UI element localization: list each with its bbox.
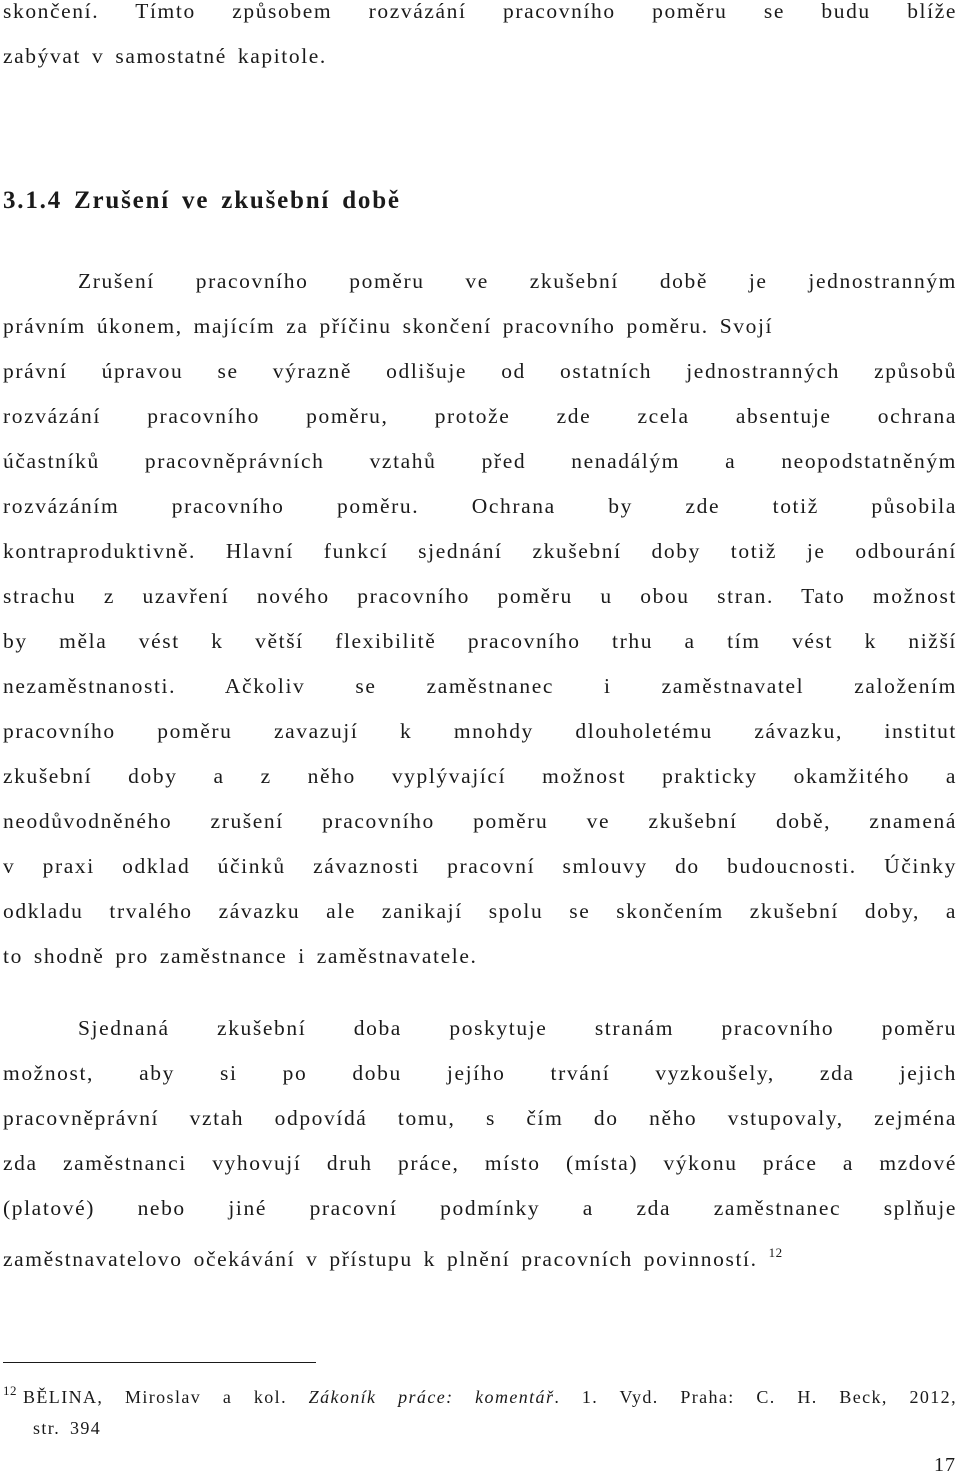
paragraph-line: (platové) nebo jiné pracovní podmínky a zda zaměstnanec splňuje	[3, 1196, 957, 1220]
paragraph-line: pracovního poměru zavazují k mnohdy dlouholetému závazku, institut	[3, 719, 957, 743]
paragraph-line: zkušební doby a z něho vyplývající možnost prakticky okamžitého a	[3, 764, 957, 788]
footnote-reference[interactable]: 12	[768, 1245, 783, 1260]
footnote-marker: 12	[3, 1383, 17, 1398]
paragraph-line: rozvázáním pracovního poměru. Ochrana by zde totiž působila	[3, 494, 957, 518]
paragraph-line-with-footnote-ref	[3, 1239, 957, 1273]
footnote-author: BĚLINA, Miroslav a kol.	[23, 1387, 287, 1407]
paragraph-line: by měla vést k větší flexibilitě pracovního trhu a tím vést k nižší	[3, 629, 957, 653]
footnote-rest: . 1. Vyd. Praha: C. H. Beck, 2012,	[554, 1387, 957, 1407]
paragraph-line: rozvázání pracovního poměru, protože zde zcela absentuje ochrana	[3, 404, 957, 428]
paragraph-line: kontraproduktivně. Hlavní funkcí sjednání zkušební doby totiž je odbourání	[3, 539, 957, 563]
paragraph-line: Zrušení pracovního poměru ve zkušební době je jednostranným	[78, 269, 957, 293]
footnote-separator	[3, 1362, 316, 1363]
paragraph-line: účastníků pracovněprávních vztahů před nenadálým a neopodstatněným	[3, 449, 957, 473]
paragraph-line-text: zaměstnavatelovo očekávání v přístupu k plnění pracovních povinností.	[3, 1247, 758, 1271]
paragraph-line: to shodně pro zaměstnance i zaměstnavatele.	[3, 944, 478, 968]
paragraph-line: neodůvodněného zrušení pracovního poměru ve zkušební době, znamená	[3, 809, 957, 833]
section-heading: 3.1.4 Zrušení ve zkušební době	[3, 187, 401, 214]
body-line: zabývat v samostatné kapitole.	[3, 44, 327, 68]
footnote-line-2: str. 394	[33, 1418, 102, 1438]
paragraph-line: zda zaměstnanci vyhovují druh práce, místo (místa) výkonu práce a mzdové	[3, 1151, 957, 1175]
body-line: skončení. Tímto způsobem rozvázání pracovního poměru se budu blíže	[3, 0, 957, 23]
paragraph-line: v praxi odklad účinků závaznosti pracovní smlouvy do budoucnosti. Účinky	[3, 854, 957, 878]
paragraph-line: právním úkonem, majícím za příčinu skončení pracovního poměru. Svojí	[3, 314, 774, 338]
paragraph-line: Sjednaná zkušební doba poskytuje stranám pracovního poměru	[78, 1016, 957, 1040]
paragraph-line: právní úpravou se výrazně odlišuje od ostatních jednostranných způsobů	[3, 359, 957, 383]
paragraph-line: pracovněprávní vztah odpovídá tomu, s čím do něho vstupovaly, zejména	[3, 1106, 957, 1130]
paragraph-line: nezaměstnanosti. Ačkoliv se zaměstnanec i zaměstnavatel založením	[3, 674, 957, 698]
footnote-title: Zákoník práce: komentář	[308, 1387, 555, 1407]
page-number: 17	[934, 1454, 956, 1476]
paragraph-line: strachu z uzavření nového pracovního poměru u obou stran. Tato možnost	[3, 584, 957, 608]
paragraph-line: možnost, aby si po dobu jejího trvání vyzkoušely, zda jejich	[3, 1061, 957, 1085]
paragraph-line: odkladu trvalého závazku ale zanikají spolu se skončením zkušební doby, a	[3, 899, 957, 923]
footnote-line	[3, 1379, 957, 1409]
